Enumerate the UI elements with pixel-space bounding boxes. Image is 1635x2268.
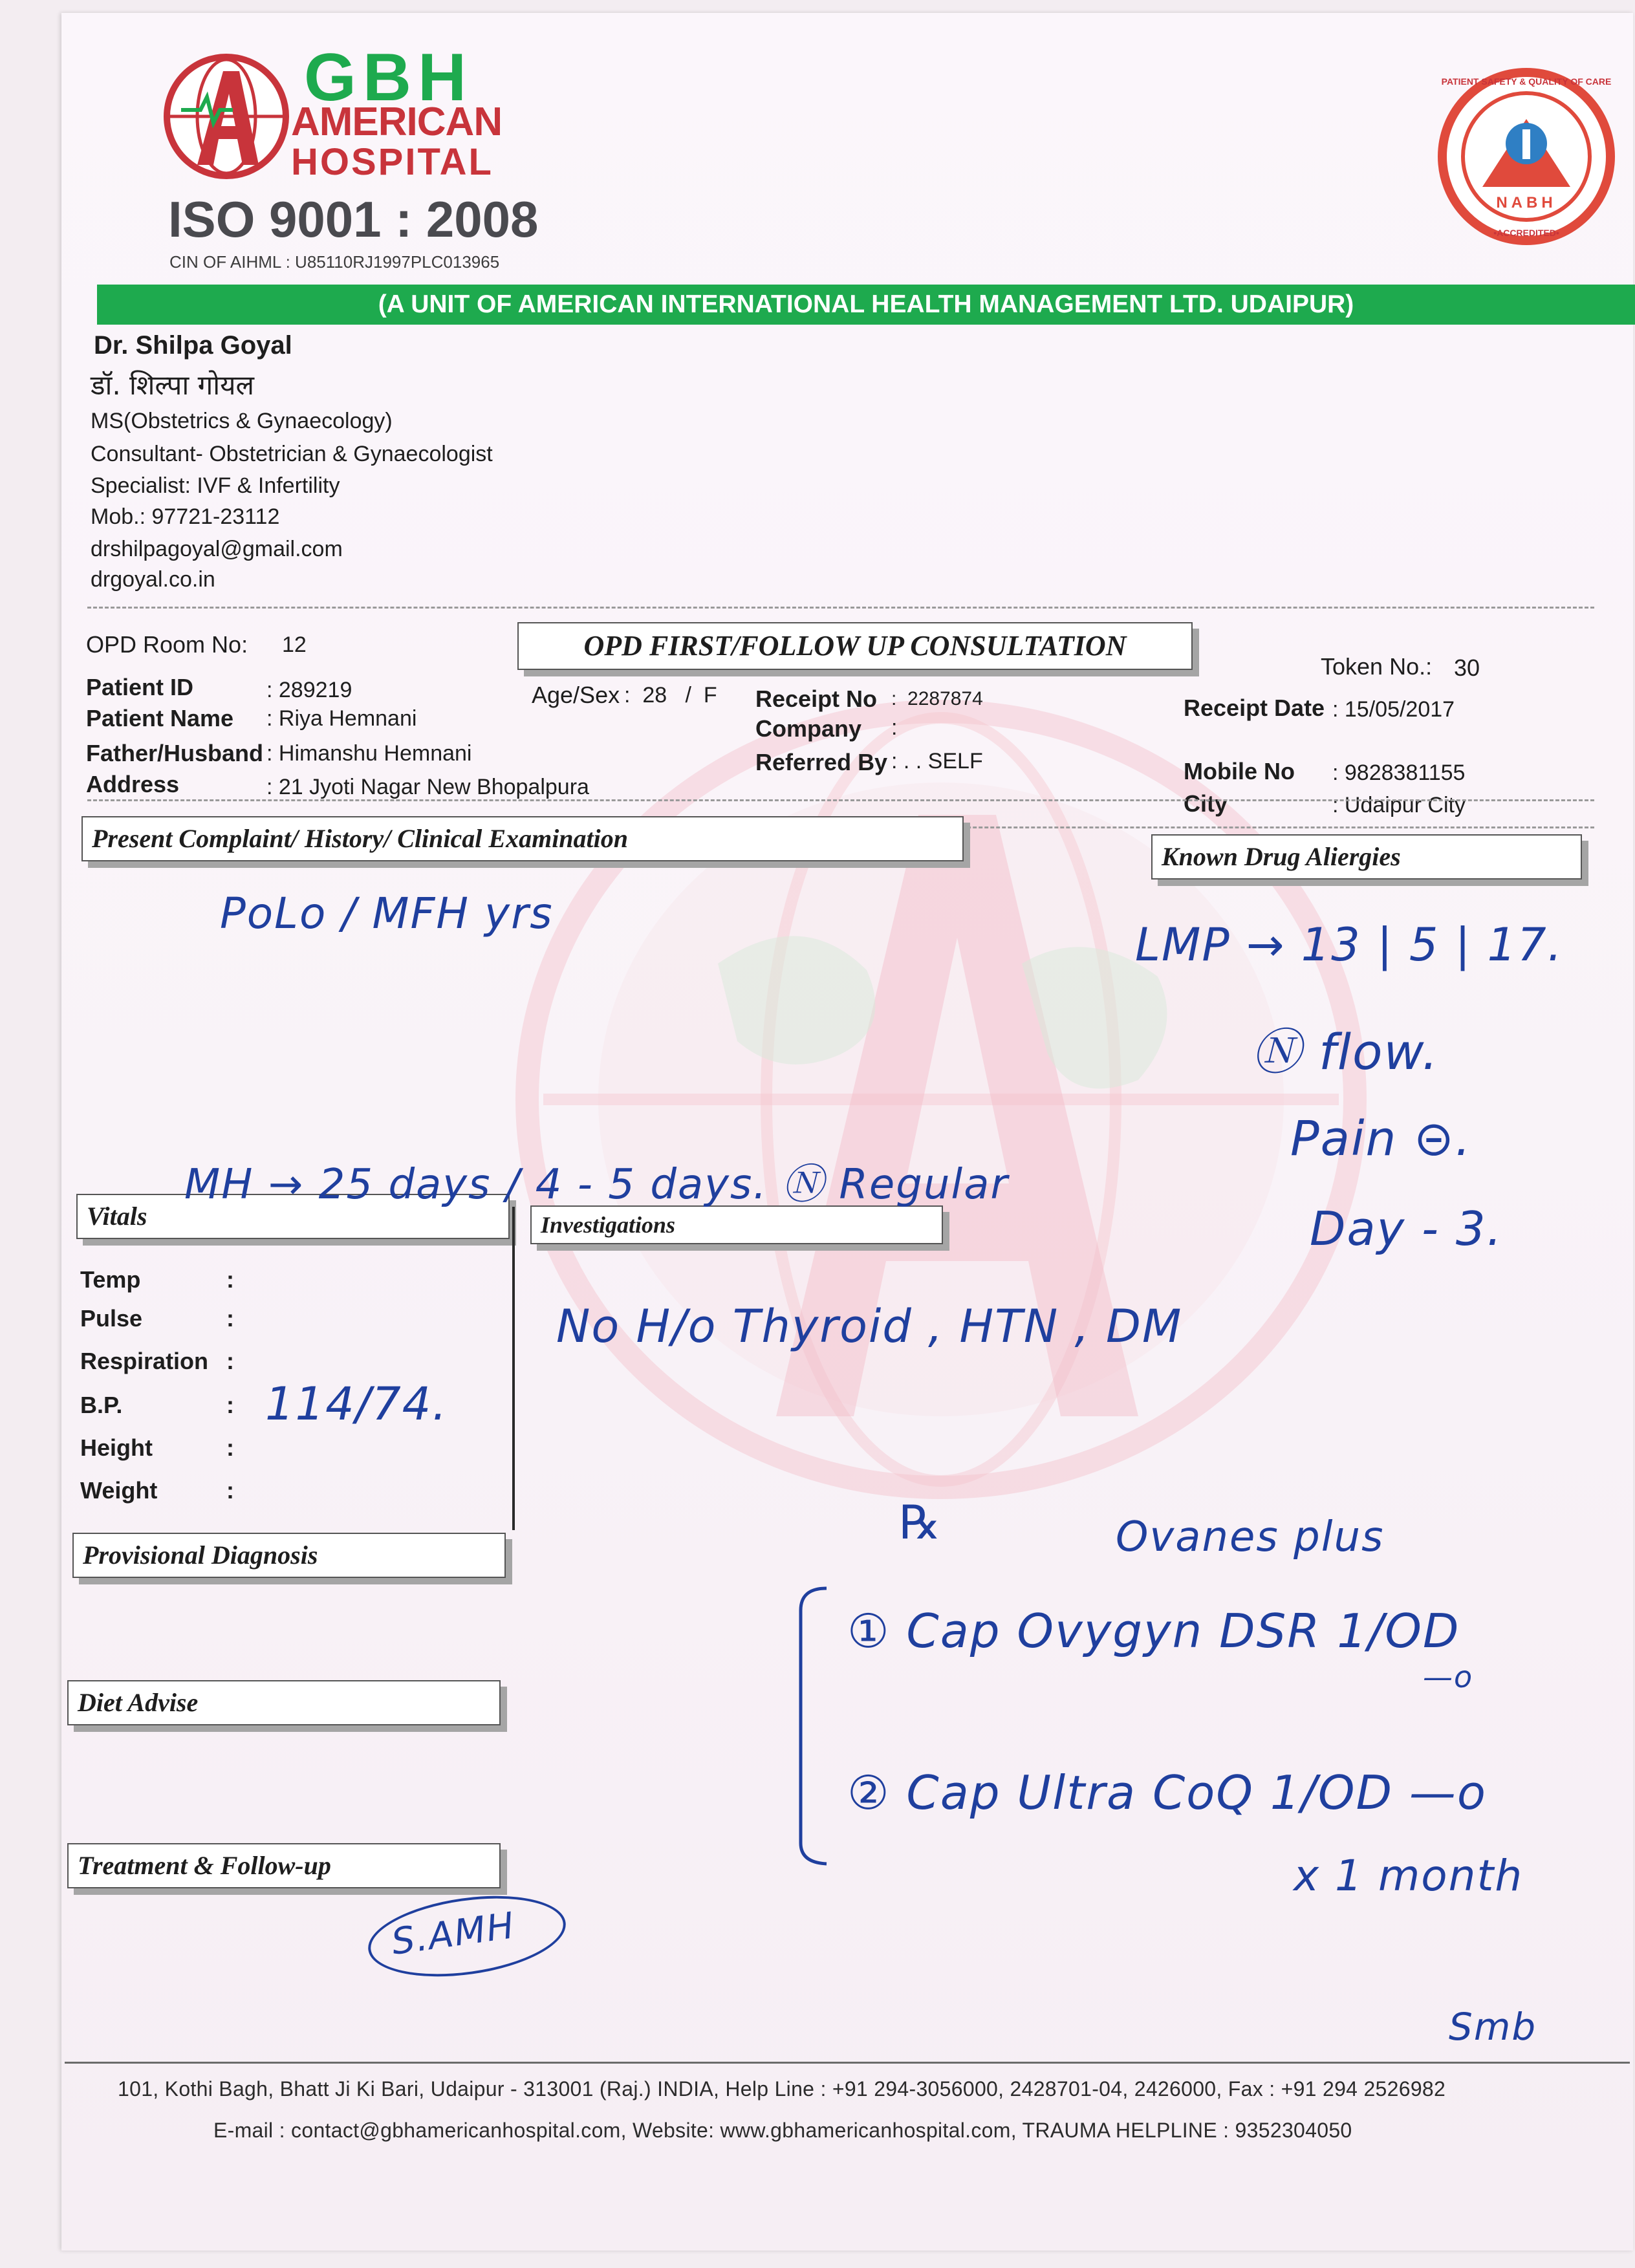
doctor-website: drgoyal.co.in <box>91 567 215 592</box>
company-value: : <box>891 715 898 740</box>
city-label: City <box>1184 790 1228 817</box>
vital-pulse-colon: : <box>226 1305 234 1332</box>
doctor-mobile: Mob.: 97721-23112 <box>91 504 280 529</box>
divider <box>87 799 1594 801</box>
hw-duration: x 1 month <box>1294 1851 1524 1901</box>
section-treatment: Treatment & Follow-up <box>67 1843 501 1888</box>
vital-bp-colon: : <box>226 1392 234 1418</box>
vital-pulse-label: Pulse <box>80 1305 143 1332</box>
opd-room-value: 12 <box>282 632 307 657</box>
divider <box>87 607 1594 609</box>
hw-medication-1-dose: —o <box>1423 1659 1474 1694</box>
vital-respiration-colon: : <box>226 1348 234 1374</box>
nabh-ring-text: PATIENT SAFETY & QUALITY OF CARE <box>1441 76 1612 87</box>
hw-complaint: PoLo / MFH yrs <box>220 889 554 938</box>
vital-height-label: Height <box>80 1434 153 1461</box>
section-allergies: Known Drug Aliergies <box>1151 834 1582 880</box>
doctor-role: Consultant- Obstetrician & Gynaecologist <box>91 442 493 466</box>
nabh-accredited: •ACCREDITED• <box>1493 228 1559 238</box>
logo-line-american: AMERICAN <box>291 100 503 144</box>
hw-lmp: LMP → 13 | 5 | 17. <box>1135 918 1563 971</box>
vital-height-colon: : <box>226 1434 234 1461</box>
hw-stamp-text: S.AMH <box>389 1904 518 1964</box>
watermark-logo-icon <box>504 692 1378 1507</box>
guardian-label: Father/Husband <box>86 740 264 766</box>
cin-number: CIN OF AIHML : U85110RJ1997PLC013965 <box>169 252 500 272</box>
hw-medication-2: ② Cap Ultra CoQ 1/OD —o <box>847 1766 1487 1820</box>
mobile-label: Mobile No <box>1184 758 1295 784</box>
patient-id-label: Patient ID <box>86 674 194 700</box>
city-value: : Udaipur City <box>1332 793 1466 817</box>
doctor-name-hindi: डॉ. शिल्पा गोयल <box>91 369 254 401</box>
mobile-value: : 9828381155 <box>1332 761 1466 785</box>
iso-certification: ISO 9001 : 2008 <box>168 191 539 248</box>
hospital-logo-icon <box>162 52 291 181</box>
section-diagnosis: Provisional Diagnosis <box>72 1533 506 1578</box>
token-value: 30 <box>1454 654 1480 681</box>
section-complaint: Present Complaint/ History/ Clinical Examination <box>81 816 964 861</box>
guardian-value: : Himanshu Hemnani <box>266 741 472 766</box>
vital-weight-colon: : <box>226 1477 234 1504</box>
doctor-email: drshilpagoyal@gmail.com <box>91 537 343 561</box>
receipt-date-label: Receipt Date <box>1184 695 1325 721</box>
doctor-specialty: Specialist: IVF & Infertility <box>91 473 340 498</box>
doctor-degree: MS(Obstetrics & Gynaecology) <box>91 409 393 433</box>
unit-banner: (A UNIT OF AMERICAN INTERNATIONAL HEALTH MANAGEMENT LTD. UDAIPUR) <box>97 285 1635 325</box>
section-vitals: Vitals <box>76 1194 510 1239</box>
footer-address: 101, Kothi Bagh, Bhatt Ji Ki Bari, Udaipur - 313001 (Raj.) INDIA, Help Line : +91 294-3056000, 2428701-04, 2426000, Fax : +91 294 2526982 <box>118 2077 1446 2101</box>
vitals-divider <box>512 1207 515 1530</box>
vital-temp-label: Temp <box>80 1266 141 1293</box>
logo-line-hospital: HOSPITAL <box>291 141 493 183</box>
footer-contact: E-mail : contact@gbhamericanhospital.com, Website: www.gbhamericanhospital.com, TRAUMA HELPLINE : 9352304050 <box>213 2119 1352 2142</box>
receipt-no-label: Receipt No <box>755 686 878 712</box>
hw-signature: Smb <box>1449 2005 1537 2049</box>
hw-medication-1: ① Cap Ovygyn DSR 1/OD <box>847 1604 1460 1658</box>
token-label: Token No.: <box>1321 653 1433 680</box>
hw-brand: Ovanes plus <box>1116 1513 1385 1561</box>
logo-abbreviation: GBH <box>304 40 473 115</box>
patient-id-value: : 289219 <box>266 678 352 702</box>
hw-flow: Ⓝ flow. <box>1251 1023 1439 1081</box>
section-diet: Diet Advise <box>67 1680 501 1725</box>
footer-divider <box>65 2062 1630 2064</box>
hw-history: No H/o Thyroid , HTN , DM <box>556 1300 1183 1353</box>
company-label: Company <box>755 715 862 742</box>
hw-day: Day - 3. <box>1310 1202 1503 1256</box>
hw-pain: Pain ⊝. <box>1290 1111 1472 1167</box>
nabh-badge-icon <box>1437 67 1616 246</box>
vital-bp-label: B.P. <box>80 1392 123 1418</box>
vital-weight-label: Weight <box>80 1477 158 1504</box>
doctor-name: Dr. Shilpa Goyal <box>94 331 292 360</box>
address-label: Address <box>86 771 180 797</box>
referred-label: Referred By <box>755 749 888 775</box>
patient-name-label: Patient Name <box>86 705 234 731</box>
vital-temp-colon: : <box>226 1266 234 1293</box>
hw-rx-symbol: ℞ <box>899 1495 942 1550</box>
agesex-label: Age/Sex <box>532 682 620 708</box>
hw-menstrual-history: MH → 25 days / 4 - 5 days. Ⓝ Regular <box>184 1161 1009 1209</box>
nabh-seal <box>1437 67 1616 246</box>
patient-name-value: : Riya Hemnani <box>266 706 417 731</box>
address-value: : 21 Jyoti Nagar New Bhopalpura <box>266 775 589 799</box>
rx-bracket-icon <box>794 1584 833 1869</box>
agesex-value: : 28 / F <box>624 683 717 707</box>
consultation-title: OPD FIRST/FOLLOW UP CONSULTATION <box>517 622 1193 670</box>
vital-respiration-label: Respiration <box>80 1348 209 1374</box>
receipt-date-value: : 15/05/2017 <box>1332 697 1455 722</box>
referred-value: : . . SELF <box>891 749 983 773</box>
receipt-no-value: : 2287874 <box>891 688 983 709</box>
opd-room-label: OPD Room No: <box>86 631 248 658</box>
nabh-label: NABH <box>1496 194 1557 211</box>
hw-bp: 114/74. <box>265 1377 448 1431</box>
section-investigations: Investigations <box>530 1205 943 1244</box>
